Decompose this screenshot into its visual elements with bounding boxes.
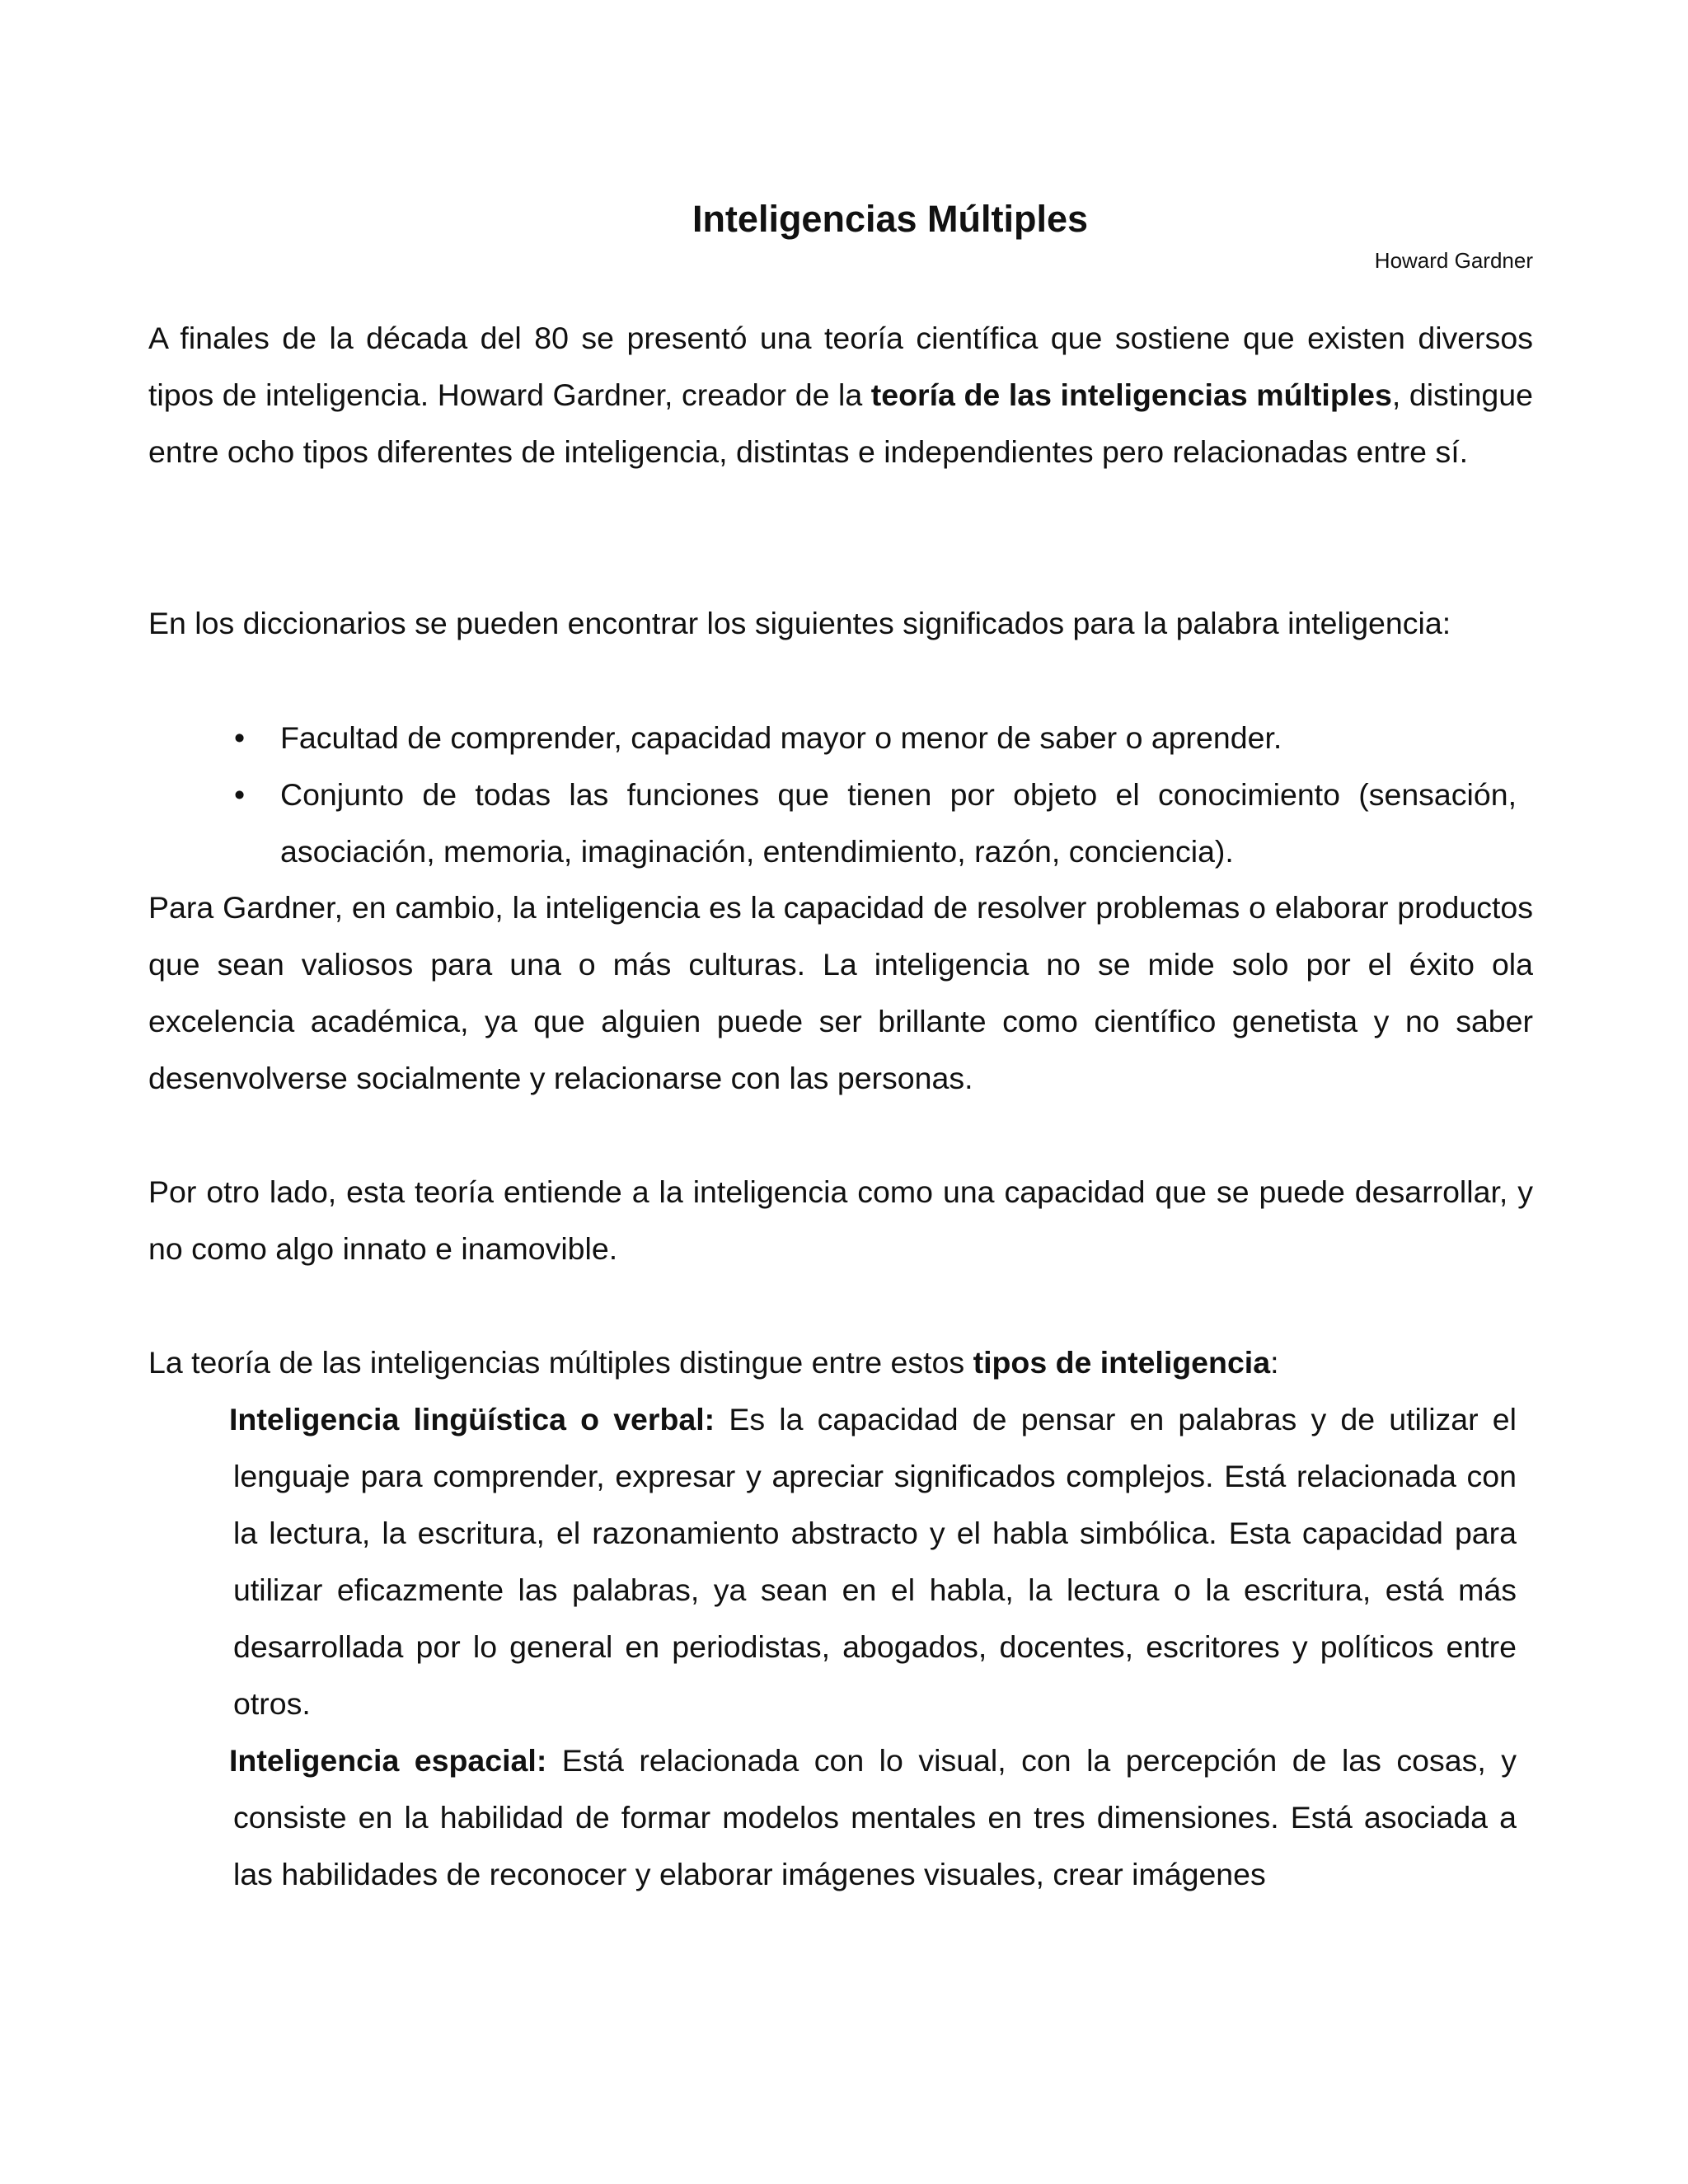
definition-text: Es la capacidad de pensar en palabras y de utilizar el lenguaje para comprender, expresar y apreciar significados complejos. Está relacionada con la lectura, la escritura, el razonamiento abstracto y el habla simbólica. Esta capacidad para utilizar eficazmente las palabras, ya sean en el habla, la lectura o la escritura, está más desarrollada por lo general en periodistas, abogados, docentes, escritores y políticos entre otros. xyxy=(233,1402,1517,1721)
intelligence-types-list xyxy=(229,1391,1517,1903)
intro-text-part1: A finales de la década del 80 se presentó una teoría científica que sostiene que existen diversos tipos de inteligencia. Howard Gardner, creador de la xyxy=(148,321,1533,412)
dictionary-paragraph: En los diccionarios se pueden encontrar los siguientes significados para la palabra inteligencia: xyxy=(148,606,1451,640)
intro-text-part2: , distingue entre ocho tipos diferentes de inteligencia, distintas e independientes pero relacionadas entre sí. xyxy=(148,377,1533,469)
definition-text: Está relacionada con lo visual, con la percepción de las cosas, y consiste en la habilidad de formar modelos mentales en tres dimensiones. Está asociada a las habilidades de reconocer y elaborar imágenes visuales, crear imágenes xyxy=(233,1743,1517,1891)
definition-linguistic xyxy=(229,1391,1517,1732)
definition-bullet-list xyxy=(234,710,1517,880)
definition-term: Inteligencia espacial: xyxy=(229,1743,547,1778)
definition-term: Inteligencia lingüística o verbal: xyxy=(229,1402,715,1436)
intro-paragraph xyxy=(148,310,1533,480)
types-bold-term: tipos de inteligencia xyxy=(973,1345,1271,1380)
bullet-item xyxy=(234,710,1517,766)
development-paragraph: Por otro lado, esta teoría entiende a la inteligencia como una capacidad que se puede desarrollar, y no como algo innato e inamovible. xyxy=(148,1174,1533,1266)
types-intro-paragraph xyxy=(148,1334,1533,1391)
intro-bold-term: teoría de las inteligencias múltiples xyxy=(870,377,1392,412)
bullet-dot-icon: • xyxy=(234,720,246,755)
gardner-paragraph: Para Gardner, en cambio, la inteligencia es la capacidad de resolver problemas o elaborar productos que sean valiosos para una o más culturas. La inteligencia no se mide solo por el éxito ola excelencia académica, ya que alguien puede ser brillante como científico genetista y no saber desenvolverse socialmente y relacionarse con las personas. xyxy=(148,890,1533,1095)
bullet-item xyxy=(234,766,1517,880)
bullet-text: Conjunto de todas las funciones que tienen por objeto el conocimiento (sensación, asociación, memoria, imaginación, entendimiento, razón, conciencia). xyxy=(280,777,1517,869)
definition-spatial xyxy=(229,1732,1517,1903)
types-text-part1: La teoría de las inteligencias múltiples distingue entre estos xyxy=(148,1345,973,1380)
document-title: Inteligencias Múltiples xyxy=(692,198,1089,240)
bullet-text: Facultad de comprender, capacidad mayor o menor de saber o aprender. xyxy=(280,720,1282,755)
types-text-part2: : xyxy=(1270,1345,1279,1380)
document-author: Howard Gardner xyxy=(1374,248,1533,273)
bullet-dot-icon: • xyxy=(234,777,246,812)
